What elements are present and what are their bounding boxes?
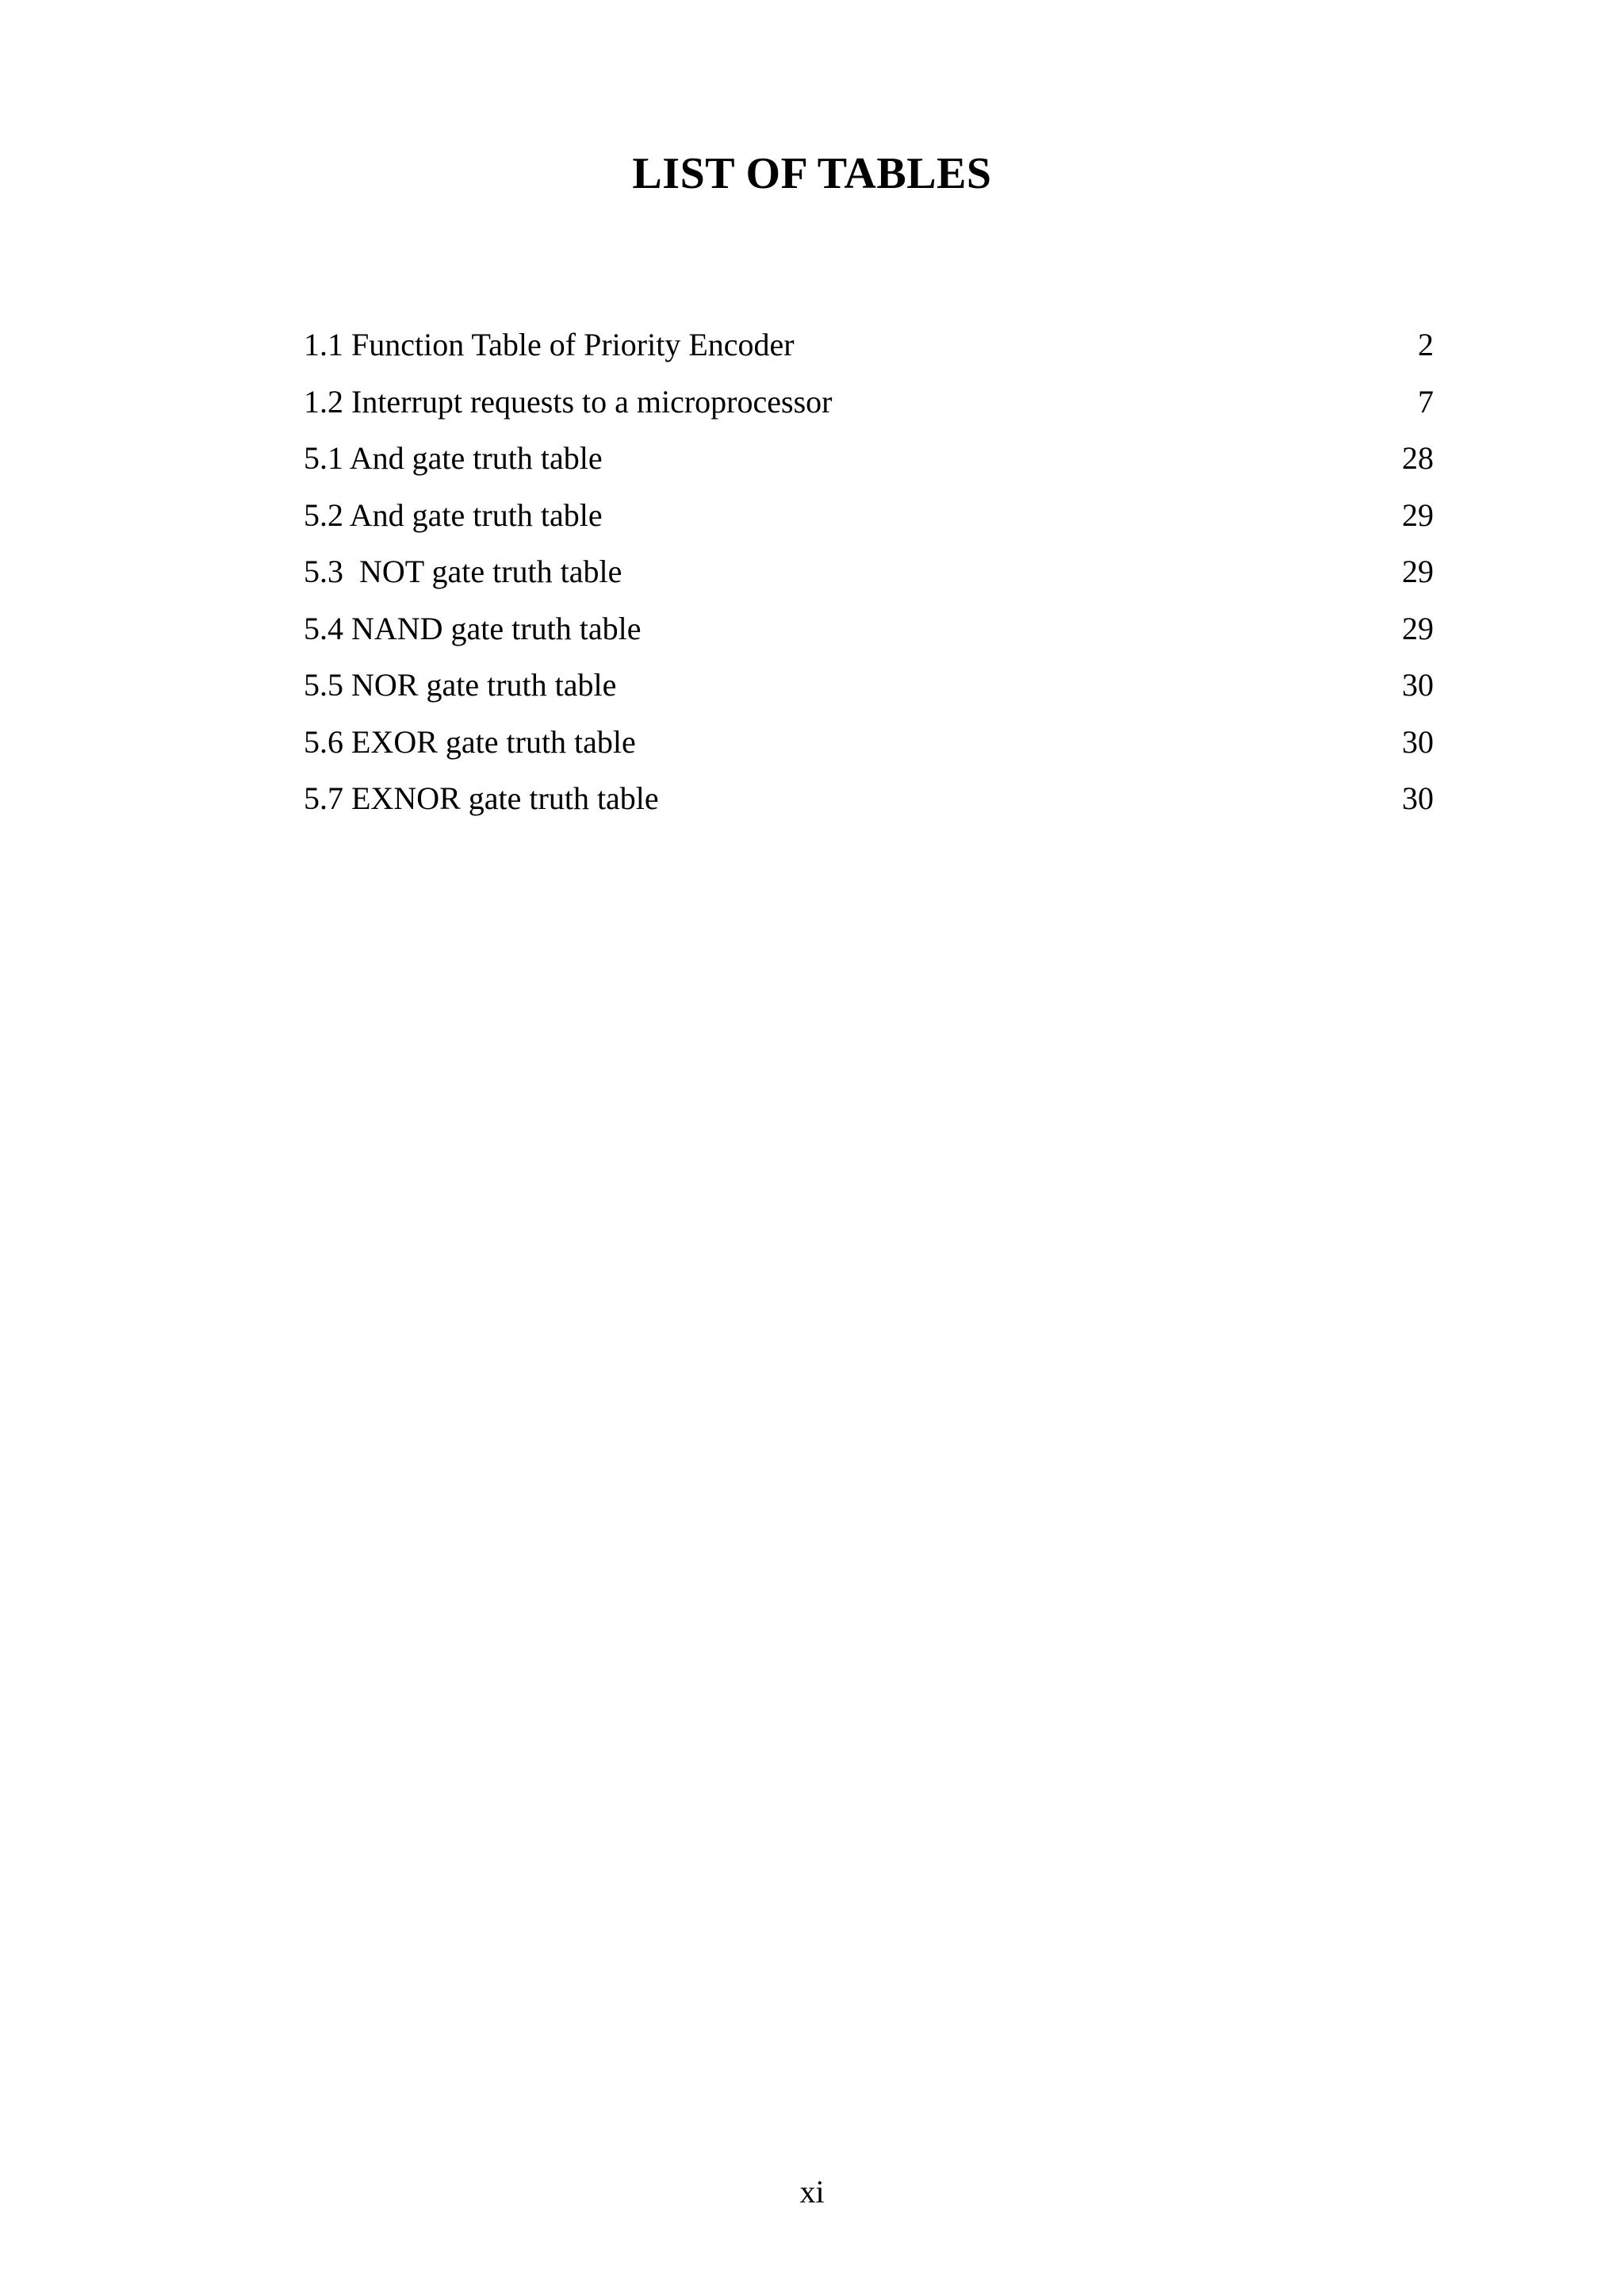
table-entry-page: 30 [1402,723,1434,760]
table-entry-label: 5.1 And gate truth table [304,440,603,476]
table-entry-5-7 [304,775,1434,832]
table-entry-5-3 [304,548,1434,605]
table-entry-page: 7 [1418,383,1434,420]
table-entry-page: 30 [1402,667,1434,703]
list-of-tables [304,321,1434,832]
table-entry-label: 5.2 And gate truth table [304,496,603,533]
table-entry-label: 5.3 NOT gate truth table [304,554,622,589]
table-entry-label: 5.6 EXOR gate truth table [304,723,636,760]
page-title: LIST OF TABLES [632,149,992,198]
table-entry-5-1 [304,435,1434,492]
table-entry-label: 5.7 EXNOR gate truth table [304,780,659,816]
table-entry-page: 30 [1402,780,1434,816]
table-entry-page: 28 [1402,440,1434,476]
table-entry-page: 29 [1402,554,1434,589]
table-entry-label: 5.5 NOR gate truth table [304,667,617,703]
table-entry-5-2 [304,492,1434,549]
page-number: xi [799,2174,825,2210]
table-entry-page: 29 [1402,496,1434,533]
table-entry-5-5 [304,661,1434,719]
table-entry-1-1 [304,321,1434,378]
table-entry-5-4 [304,605,1434,662]
table-entry-5-6 [304,719,1434,776]
table-entry-label: 5.4 NAND gate truth table [304,610,642,646]
table-entry-label: 1.2 Interrupt requests to a microprocessor [304,383,833,420]
table-entry-label: 1.1 Function Table of Priority Encoder [304,327,795,362]
table-entry-page: 29 [1402,610,1434,646]
table-entry-page: 2 [1418,327,1434,362]
table-entry-1-2 [304,378,1434,435]
